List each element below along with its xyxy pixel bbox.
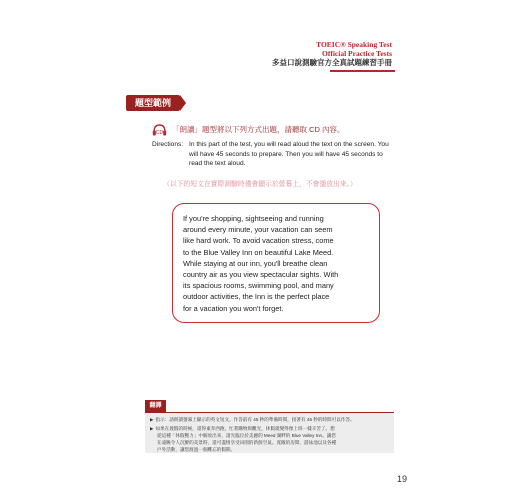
directions-line1: In this part of the test, you will read aloud the text on the screen. You: [189, 141, 389, 148]
running-header: [272, 40, 392, 68]
passage-line: country air as you view spectacular sights. With: [183, 270, 339, 280]
section-title: 題型範例: [126, 95, 180, 111]
instruction-text: 「朗讀」題型將以下列方式出題，請聽取 CD 內容。: [172, 125, 345, 134]
directions-label: Directions:: [152, 141, 184, 148]
passage-line: outdoor activities, the Inn is the perfect place: [183, 292, 330, 302]
translation-text: 指示：請朗讀螢幕上顯示的英文短文。作答前有 45 秒的準備時間，接著有 45 秒的時間可以作答。: [155, 417, 355, 422]
directions-line2: will have 45 seconds to prepare. Then you will have 45 seconds to: [189, 150, 383, 158]
directions-line3: read the text aloud.: [189, 160, 246, 167]
translation-line4: 在遠眺令人沉醉的美景時，還可盡情享受田園的新鮮空氣。寬敞的房間、游泳池以及各種: [157, 440, 337, 445]
headphone-icon: [152, 123, 167, 136]
passage-line: its spacious rooms, swimming pool, and many: [183, 281, 334, 291]
page-number: 19: [397, 474, 408, 484]
header-title-line3: 多益口說測驗官方全真試題練習手冊: [272, 58, 392, 67]
header-title-line2: Official Practice Tests: [322, 49, 392, 58]
passage-box: [172, 203, 380, 323]
translation-text: 如果在渡假的時候，還得東奔西跑，忙著購物與觀光，休假就變得像上班一樣辛苦了。想: [155, 426, 335, 431]
passage-line: like hard work. To avoid vacation stress, come: [183, 236, 334, 246]
passage-line: for a vacation you won't forget.: [183, 303, 284, 313]
passage-line: to the Blue Valley Inn on beautiful Lake Meed.: [183, 247, 334, 257]
passage-line: around every minute, your vacation can seem: [183, 225, 333, 235]
instruction-row: [152, 123, 345, 136]
translation-line2: [150, 425, 388, 432]
bullet-triangle-icon: ▶: [150, 417, 154, 422]
header-rule: [330, 70, 395, 72]
translation-tag: 翻譯: [145, 400, 166, 412]
translation-line1: [150, 416, 388, 423]
passage-line: While staying at our inn, you'll breathe clean: [183, 258, 328, 268]
svg-text:CD: CD: [155, 130, 164, 136]
bullet-triangle-icon: ▶: [150, 426, 154, 431]
header-title-line1: TOEIC® Speaking Test: [316, 40, 392, 49]
directions: [152, 140, 402, 169]
screen-note: （以下的短文在實際測驗時僅會顯示於螢幕上，不會播放出來。）: [163, 181, 357, 188]
translation-line3: 從這種「休假壓力」中解放出來，請光臨位於美麗的 Meed 湖畔的 Blue Valley Inn。讓您: [157, 433, 336, 438]
passage-line: If you're shopping, sightseeing and running: [183, 214, 324, 223]
translation-line5: 戶外活動，讓您渡過一個難忘的假期。: [157, 447, 236, 452]
